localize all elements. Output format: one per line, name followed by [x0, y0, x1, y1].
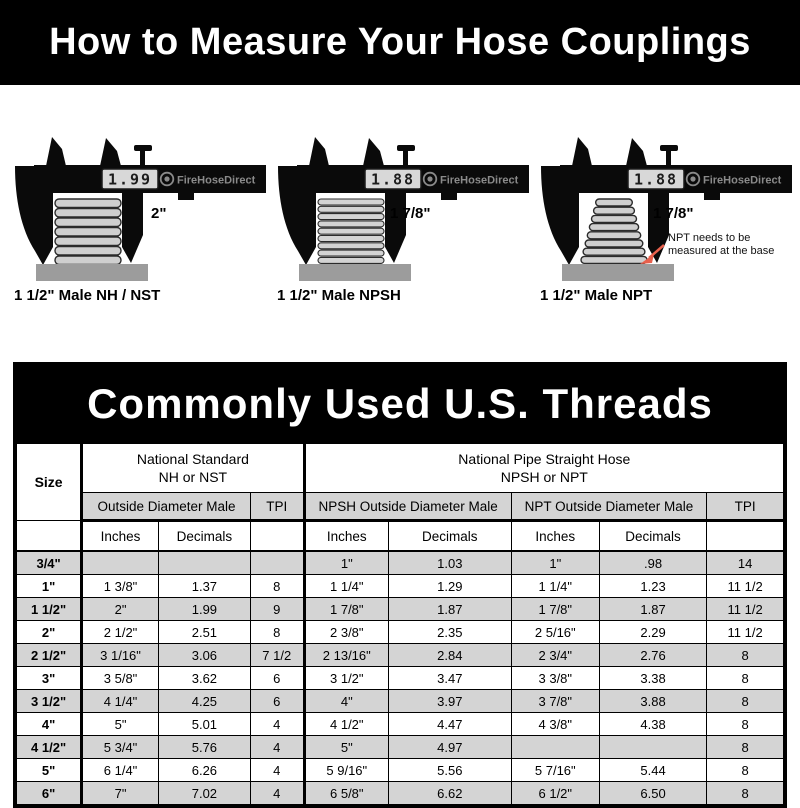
table-row	[17, 782, 784, 805]
table-cell	[511, 736, 599, 759]
caliper-figure-npt	[534, 129, 792, 304]
npt-note-line1: NPT needs to be	[668, 232, 751, 244]
table-cell: 3.88	[599, 690, 706, 713]
table-cell: 2 3/4"	[511, 644, 599, 667]
col-group-pipe-straight-hose	[304, 444, 783, 493]
row-size-cell: 6"	[17, 782, 82, 805]
table-cell: 4	[250, 713, 304, 736]
col-header-tpi-nh: TPI	[250, 493, 304, 521]
table-cell: 1 7/8"	[304, 598, 388, 621]
caliper-body	[15, 137, 266, 265]
table-cell: 3 1/2"	[304, 667, 388, 690]
header-row-groups	[17, 444, 784, 493]
table-cell: 8	[707, 759, 784, 782]
brand-logo-text: FireHoseDirect	[440, 174, 519, 187]
table-cell: 7"	[82, 782, 159, 805]
table-cell: 2 1/2"	[82, 621, 159, 644]
table-cell: 4	[250, 736, 304, 759]
thread-stack	[318, 199, 384, 263]
col-header-inches-npsh: Inches	[304, 521, 388, 552]
table-row	[17, 713, 784, 736]
table-cell: 8	[250, 575, 304, 598]
table-cell: 4.38	[599, 713, 706, 736]
caliper-figure-nh-nst	[8, 129, 266, 304]
table-cell: 14	[707, 551, 784, 575]
table-cell: 2 13/16"	[304, 644, 388, 667]
table-cell: 1.29	[388, 575, 511, 598]
row-size-cell: 4 1/2"	[17, 736, 82, 759]
table-row	[17, 598, 784, 621]
table-cell: 3 5/8"	[82, 667, 159, 690]
row-size-cell: 1 1/2"	[17, 598, 82, 621]
table-cell: 1"	[511, 551, 599, 575]
table-cell: 1.87	[599, 598, 706, 621]
table-cell: 4.97	[388, 736, 511, 759]
caliper-caption: 1 1/2" Male NPT	[540, 287, 653, 304]
table-row	[17, 736, 784, 759]
col-header-decimals-nh: Decimals	[158, 521, 250, 552]
table-cell: 4.25	[158, 690, 250, 713]
col-header-size: Size	[17, 444, 82, 521]
header-row-subgroups	[17, 493, 784, 521]
table-cell: 6.50	[599, 782, 706, 805]
table-cell: 11 1/2	[707, 575, 784, 598]
table-cell: 8	[707, 644, 784, 667]
table-cell	[82, 551, 159, 575]
table-cell: 4	[250, 782, 304, 805]
table-cell: 7 1/2	[250, 644, 304, 667]
row-size-cell: 3"	[17, 667, 82, 690]
table-cell: 5"	[82, 713, 159, 736]
table-cell: 5 7/16"	[511, 759, 599, 782]
npt-note-line2: measured at the base	[668, 245, 775, 257]
table-row	[17, 575, 784, 598]
table-cell: 8	[707, 713, 784, 736]
table-cell: 7.02	[158, 782, 250, 805]
table-cell: 4 3/8"	[511, 713, 599, 736]
table-cell: 5 9/16"	[304, 759, 388, 782]
lcd-display-value: 1.88	[633, 170, 679, 189]
caliper-caption: 1 1/2" Male NPSH	[277, 287, 401, 304]
table-cell	[250, 551, 304, 575]
brand-logo-text: FireHoseDirect	[177, 174, 256, 187]
col-header-decimals-npsh: Decimals	[388, 521, 511, 552]
col-header-tpi-npsh-npt: TPI	[707, 493, 784, 521]
top-banner	[0, 0, 800, 85]
table-cell: 3 7/8"	[511, 690, 599, 713]
table-cell: 4 1/2"	[304, 713, 388, 736]
table-cell: 5.44	[599, 759, 706, 782]
caliper-icon	[534, 129, 792, 283]
table-cell: 3.97	[388, 690, 511, 713]
table-cell: 3.06	[158, 644, 250, 667]
caliper-body	[278, 137, 529, 265]
table-cell: 1 3/8"	[82, 575, 159, 598]
row-size-cell: 3 1/2"	[17, 690, 82, 713]
table-cell: .98	[599, 551, 706, 575]
table-cell: 1 7/8"	[511, 598, 599, 621]
table-cell: 4"	[304, 690, 388, 713]
table-cell	[158, 551, 250, 575]
threads-table	[16, 443, 784, 805]
table-cell: 1 1/4"	[304, 575, 388, 598]
table-cell: 2.84	[388, 644, 511, 667]
table-cell: 2.29	[599, 621, 706, 644]
table-cell: 5.01	[158, 713, 250, 736]
brand-logo-text: FireHoseDirect	[703, 174, 782, 187]
row-size-cell: 5"	[17, 759, 82, 782]
caliper-icon	[8, 129, 266, 283]
thread-stack-tapered	[581, 199, 647, 263]
table-cell: 2"	[82, 598, 159, 621]
table-cell: 8	[707, 782, 784, 805]
caliper-caption: 1 1/2" Male NH / NST	[14, 287, 161, 304]
table-cell: 2.35	[388, 621, 511, 644]
table-cell: 5.76	[158, 736, 250, 759]
lcd-display-value: 1.99	[107, 170, 153, 189]
table-cell: 1.87	[388, 598, 511, 621]
group2-line2: NPSH or NPT	[500, 469, 588, 485]
table-cell: 8	[707, 736, 784, 759]
measurement-label: 2"	[151, 205, 167, 222]
blank-cell	[707, 521, 784, 552]
col-header-npt-od-male: NPT Outside Diameter Male	[511, 493, 707, 521]
table-cell: 2.76	[599, 644, 706, 667]
table-cell: 6	[250, 667, 304, 690]
table-row	[17, 690, 784, 713]
group2-line1: National Pipe Straight Hose	[458, 450, 631, 467]
caliper-figure-npsh	[271, 129, 529, 304]
table-cell: 5"	[304, 736, 388, 759]
table-cell: 1.99	[158, 598, 250, 621]
table-cell: 5 3/4"	[82, 736, 159, 759]
threads-table-block	[13, 362, 787, 808]
row-size-cell: 3/4"	[17, 551, 82, 575]
row-size-cell: 1"	[17, 575, 82, 598]
col-header-inches-nh: Inches	[82, 521, 159, 552]
caliper-icon	[271, 129, 529, 283]
table-cell: 8	[250, 621, 304, 644]
table-cell: 3 1/16"	[82, 644, 159, 667]
coupling-base	[299, 264, 411, 281]
header-row-units	[17, 521, 784, 552]
table-cell	[599, 736, 706, 759]
table-cell: 6 5/8"	[304, 782, 388, 805]
table-body	[17, 551, 784, 805]
table-cell: 1 1/4"	[511, 575, 599, 598]
group1-line2: NH or NST	[158, 469, 228, 485]
coupling-base	[562, 264, 674, 281]
table-cell: 6.26	[158, 759, 250, 782]
col-header-od-male: Outside Diameter Male	[82, 493, 251, 521]
row-size-cell: 4"	[17, 713, 82, 736]
table-cell: 4.47	[388, 713, 511, 736]
coupling-base	[36, 264, 148, 281]
table-cell: 9	[250, 598, 304, 621]
table-cell: 6.62	[388, 782, 511, 805]
table-row	[17, 759, 784, 782]
table-cell: 4	[250, 759, 304, 782]
col-header-npsh-od-male: NPSH Outside Diameter Male	[304, 493, 511, 521]
measurement-label: 1 7/8"	[390, 205, 431, 222]
table-cell: 4 1/4"	[82, 690, 159, 713]
table-cell: 11 1/2	[707, 621, 784, 644]
table-cell: 6 1/2"	[511, 782, 599, 805]
col-group-national-standard	[82, 444, 304, 493]
table-row	[17, 667, 784, 690]
table-cell: 3.38	[599, 667, 706, 690]
group1-line1: National Standard	[136, 450, 249, 467]
blank-cell	[250, 521, 304, 552]
table-cell: 5.56	[388, 759, 511, 782]
measurement-label: 1 7/8"	[653, 205, 694, 222]
blank-cell	[17, 521, 82, 552]
col-header-decimals-npt: Decimals	[599, 521, 706, 552]
table-cell: 11 1/2	[707, 598, 784, 621]
row-size-cell: 2 1/2"	[17, 644, 82, 667]
row-size-cell: 2"	[17, 621, 82, 644]
calipers-section	[0, 129, 800, 304]
table-cell: 1.23	[599, 575, 706, 598]
table-cell: 1.37	[158, 575, 250, 598]
table-cell: 2.51	[158, 621, 250, 644]
table-cell: 1"	[304, 551, 388, 575]
table-cell: 3 3/8"	[511, 667, 599, 690]
col-header-inches-npt: Inches	[511, 521, 599, 552]
table-cell: 3.62	[158, 667, 250, 690]
thread-stack	[55, 199, 121, 264]
table-row	[17, 644, 784, 667]
table-cell: 2 5/16"	[511, 621, 599, 644]
table-cell: 6 1/4"	[82, 759, 159, 782]
table-cell: 8	[707, 690, 784, 713]
table-cell: 3.47	[388, 667, 511, 690]
table-row	[17, 621, 784, 644]
table-cell: 2 3/8"	[304, 621, 388, 644]
table-cell: 8	[707, 667, 784, 690]
page-title: How to Measure Your Hose Couplings	[49, 21, 751, 63]
table-row	[17, 551, 784, 575]
table-title: Commonly Used U.S. Threads	[16, 365, 784, 443]
lcd-display-value: 1.88	[370, 170, 416, 189]
table-cell: 6	[250, 690, 304, 713]
table-cell: 1.03	[388, 551, 511, 575]
